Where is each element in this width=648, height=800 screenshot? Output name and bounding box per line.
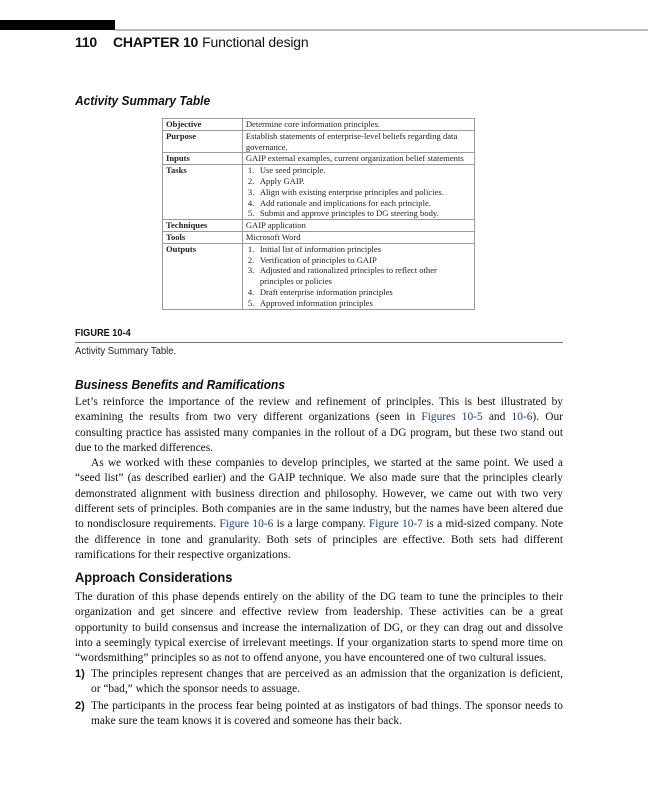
list-item: 5. Approved information principles [247, 297, 373, 308]
row-value-purpose: Establish statements of enterprise-level beliefs regarding data governance. [242, 130, 474, 153]
page-number: 110 [75, 34, 97, 50]
table-row [163, 130, 475, 153]
row-label-tools: Tools [163, 231, 243, 243]
activity-summary-table [162, 118, 475, 310]
outputs-list [246, 244, 471, 309]
row-label-outputs: Outputs [163, 243, 243, 309]
list-item: 3. Align with existing enterprise principles and policies. [247, 186, 444, 197]
list-item: 1) The principles represent changes that are perceived as an admission that the organization is deficient, or “bad,” which the sponsor needs to assuage. [75, 668, 563, 696]
row-label-objective: Objective [163, 119, 243, 131]
running-header [75, 34, 308, 50]
row-label-inputs: Inputs [163, 153, 243, 165]
list-item: 1. Initial list of information principles [247, 243, 382, 254]
row-value-inputs: GAIP external examples, current organization belief statements [242, 153, 474, 165]
business-benefits-body [75, 395, 563, 563]
row-label-techniques: Techniques [163, 220, 243, 232]
header-rule [115, 29, 648, 31]
approach-considerations-heading: Approach Considerations [75, 569, 233, 585]
table-row [163, 220, 475, 232]
header-black-bar [0, 20, 115, 30]
tasks-list [246, 165, 471, 219]
list-item: 5. Submit and approve principles to DG steering body. [247, 208, 439, 219]
row-value-tools: Microsoft Word [242, 231, 474, 243]
table-row [163, 165, 475, 220]
row-value-outputs [242, 243, 474, 309]
list-item: 2) The participants in the process fear being pointed at as instigators of bad things. The sponsor needs to make sure the team knows it is covered and someone has their back. [75, 699, 563, 727]
chapter-title: Functional design [202, 34, 309, 50]
table-row [163, 231, 475, 243]
approach-considerations-body [75, 590, 563, 666]
list-item: 1. Use seed principle. [247, 165, 326, 176]
row-label-tasks: Tasks [163, 165, 243, 220]
paragraph: As we worked with these companies to develop principles, we started at the same point. We used a “seed list” (as described earlier) and the GAIP technique. We also made sure that the principles clearly demonstrated alignment with business direction and philosophy. However, we came out with two very different sets of principles. Both companies are in the same industry, but the names have been altered due to nondisclosure requirements. Figure 10-6 is a large company. Figure 10-7 is a mid-sized company. Note the difference in tone and granularity. Both sets of principles are effective. Both sets had different ramifications for their respective organizations. [75, 457, 564, 561]
table-row [163, 243, 475, 309]
activity-summary-heading: Activity Summary Table [75, 93, 211, 108]
chapter-label: CHAPTER 10 [113, 34, 199, 50]
figure-rule [75, 342, 563, 343]
figure-link-10-5[interactable]: Figures 10-5 [421, 411, 483, 424]
paragraph: Let’s reinforce the importance of the review and refinement of principles. This is best illustrated by examining the results from two very different organizations (seen in Figures 10-5 and 10-6). Our consulting practice has assisted many companies in the rollout of a DG program, but these two stand out due to the marked differences. [75, 396, 563, 454]
cultural-issues-list [75, 667, 563, 730]
list-item: 2. Verification of principles to GAIP [247, 254, 377, 265]
figure-link-10-6[interactable]: 10-6 [511, 411, 533, 424]
list-item: 4. Add rationale and implications for each principle. [247, 197, 431, 208]
list-item: 2. Apply GAIP. [247, 175, 305, 186]
table-row [163, 119, 475, 131]
list-item: 4. Draft enterprise information principles [247, 286, 393, 297]
figure-link-10-7[interactable]: Figure 10-7 [368, 518, 423, 531]
business-benefits-heading: Business Benefits and Ramifications [75, 377, 286, 392]
list-item: 3. Adjusted and rationalized principles to reflect other principles or policies [247, 265, 437, 287]
figure-caption: Activity Summary Table. [75, 346, 177, 357]
row-value-techniques: GAIP application [242, 220, 474, 232]
row-label-purpose: Purpose [163, 130, 243, 153]
paragraph: The duration of this phase depends entirely on the ability of the DG team to tune the principles to their organization and get sincere and effective review from leadership. These activities can be a great opportunity to build consensus and increase the internalization of DG, or they can drag out and dissolve into a seemingly typical exercise of irrelevant meetings. If your organization starts to spend more time on “wordsmithing” principles so as not to offend anyone, you have encountered one of two cultural issues. [75, 591, 563, 665]
row-value-objective: Determine core information principles. [242, 119, 474, 131]
figure-link-10-6[interactable]: Figure 10-6 [219, 518, 274, 531]
figure-label: FIGURE 10-4 [75, 328, 131, 339]
table-row [163, 153, 475, 165]
row-value-tasks [242, 165, 474, 220]
